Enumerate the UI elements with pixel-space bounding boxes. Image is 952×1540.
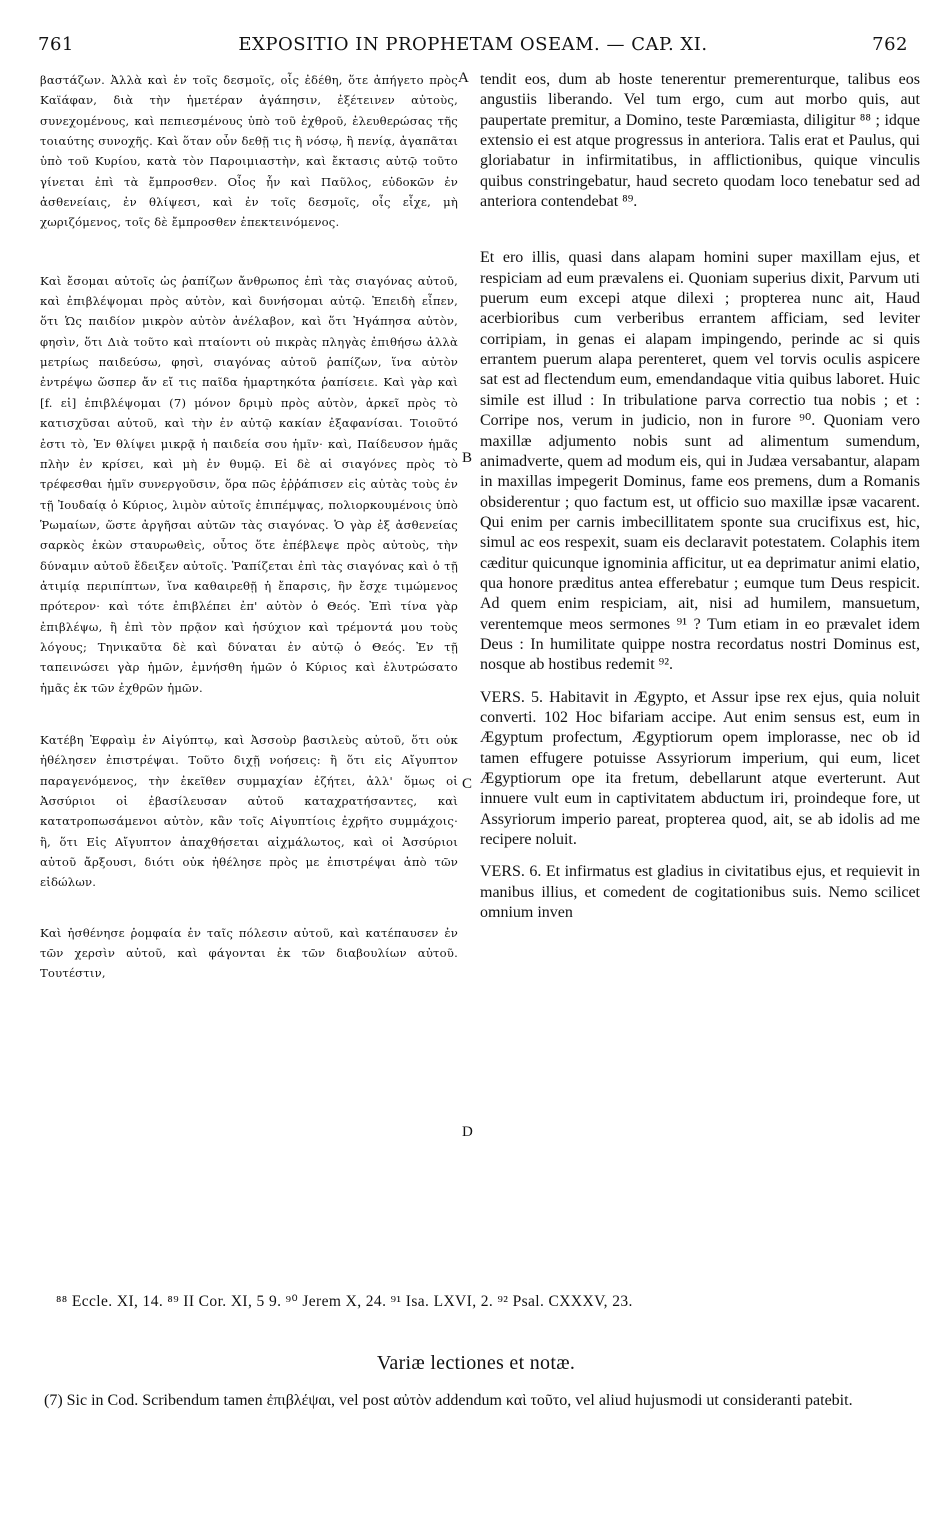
latin-paragraph-2: Et ero illis, quasi dans alapam homini super maxillam ejus, et respiciam ad eum prævalens ei. Quoniam superius dixit, Parvum uti puerum eum excepi atque dilexi ; propterea nunc ait, Haud acerbioribus cum verberibus errantem afficiam, sed leviter corripiam, in genas ei alapam impingendo, perinde ac si quis errantem puerum alapa perenteret, quem vel torvis oculis aspicere sat est ad flectendum eum, emendandaque vitia quibus laboret. Huic simile est illud : In tribulatione parva correctio tua nobis ; et : Corripe nos, verum in judicio, non in furore ⁹⁰. Quoniam vero maxillæ adjumento nobis sunt ad alimentum sumendum, animadverte, quem ad modum eis, qui in Judæa versabantur, alapam in maxillas impegerit Dominus, fame eos premens, dum a Romanis obsiderentur ; quo factum est, ut officio suo maxillæ ipsæ vacarent. Qui enim per carnis imbecillitatem sponte sua crucifixus est, hic, simul ac eos respexit, suam eis declaravit potestatem. Colaphis item cæditur quicunque ignominia afficitur, ut ea deprimatur animi elatio, qua honore præditus antea efferebatur ; eumque tum Deus respicit. Ad quem enim respiciam, ait, nisi ad humilem, mansuetum, verentemque meos sermones ⁹¹ ? Tum etiam in eo prævalet idem Deus : In humilitate quippe nostra recordatus nostri Dominus est, nosque ab hostibus redemit ⁹². [480,249,920,674]
running-title: EXPOSITIO IN PROPHETAM OSEAM. — CAP. XI. [238,34,708,55]
latin-paragraph-3: VERS. 5. Habitavit in Ægypto, et Assur ipse rex ejus, quia noluit converti. 102 Hoc bifariam accipe. Aut enim sensus est, eum in Ægyptum profectum, Ægyptiorum opem implorasse, nec ob id tamen effugere potuisse Assyriorum imperium, qui eum, licet Ægyptiorum ope ita fretum, debellarunt atque everterunt. Aut innuere vult eum in captivitatem abductum iri, proindeque fore, ut Assyriorum imperio pareat, propterea quod, ait, se ab idolis ad me recipere noluit. [480,688,920,849]
page-number-left: 761 [38,34,74,55]
margin-marker-c: C [462,776,473,792]
variant-note: (7) Sic in Cod. Scribendum tamen ἐπιβλέψαι, vel post αὐτὸν addendum καὶ τοῦτο, vel aliud hujusmodi ut consideranti patebit. [44,1392,853,1409]
paragraph-gap [40,710,458,730]
greek-paragraph-2: Καὶ ἔσομαι αὐτοῖς ὡς ῥαπίζων ἄνθρωπος ἐπὶ τὰς σιαγόνας αὐτοῦ, καὶ ἐπιβλέψομαι πρὸς αὐτὸν, καὶ δυνήσομαι αὐτῷ. Ἐπειδὴ εἶπεν, ὅτι Ὡς παιδίον μικρὸν αὐτὸν ἀνέλαβον, καὶ ὅτι Ἠγάπησα αὐτὸν, φησὶν, ὅτι Διὰ τοῦτο καὶ πταίοντι οὐ πικρὰς πληγὰς ἐπιθήσω ἀλλὰ μετρίως παιδεύσω, φησὶ, σιαγόνας αὐτοῦ ῥαπίζων, ἵνα αὐτὸν ἐντρέψω ὥσπερ ἄν εἴ τις παῖδα ἡμαρτηκότα ῥαπίσειε. Καὶ γὰρ καὶ [f. εἰ] ἐπιβλέψομαι (7) μόνον δριμὺ πρὸς αὐτὸν, ἀρκεῖ πρὸς τὸ κατισχῦσαι αὐτοῦ, καὶ τὴν ἐν αὐτῷ κακίαν ἐξαφανίσαι. Τοιοῦτό ἐστι τὸ, Ἐν θλίψει μικρᾷ ἡ παιδεία σου ἡμῖν· καὶ, Παίδευσον ἡμᾶς πλὴν ἐν κρίσει, καὶ μὴ ἐν θυμῷ. Εἰ δὲ αἱ σιαγόνες πρὸς τὸ τρέφεσθαι ἡμῖν συνεργοῦσιν, ὅρα πῶς ἐῤῥάπισεν εἰς αὐτὰς τοὺς ἐν τῇ Ἰουδαίᾳ ὁ Κύριος, λιμὸν αὐτοῖς ἐπιπέμψας, πολιορκουμένοις ὑπὸ Ῥωμαίων, ὥστε ἀργῆσαι αὐτῶν τὰς σιαγόνας. Ὁ γὰρ ἐξ ἀσθενείας σαρκὸς ἑκὼν σταυρωθεὶς, οὗτος ὅτε ἐπέβλεψε πρὸς αὐτοὺς, τὴν δύναμιν αὐτοῦ ἔδειξεν αὐτοῖς. Ῥαπίζεται ἐπὶ τὰς σιαγόνας καὶ ὁ τῇ ἀτιμίᾳ περιπίπτων, ἵνα καθαιρεθῇ ἡ ἔπαρσις, ἣν ἔσχε τιμώμενος πρότερον· καὶ τότε ἐπιβλέπει ἐπ' αὐτὸν ὁ Θεός. Ἐπὶ τίνα γὰρ ἐπιβλέψω, ἢ ἐπὶ τὸν πρᾷον καὶ ἡσύχιον καὶ τρέμοντά μου τοὺς λόγους; Τηνικαῦτα δὲ καὶ δύναται ἐν αὐτῷ ὁ Θεός. Ἐν τῇ ταπεινώσει γὰρ ἡμῶν, ἐμνήσθη ἡμῶν ὁ Κύριος καὶ ἐλυτρώσατο ἡμᾶς ἐκ τῶν ἐχθρῶν ἡμῶν. [40,273,458,695]
greek-paragraph-4: Καὶ ἠσθένησε ῥομφαία ἐν ταῖς πόλεσιν αὐτοῦ, καὶ κατέπαυσεν ἐν τῶν χερσὶν αὐτοῦ, καὶ φάγονται ἐκ τῶν διαβουλίων αὐτοῦ. Τουτέστιν, [40,925,458,981]
page-header [38,34,908,58]
margin-marker-b: B [462,450,473,466]
margin-marker-a: A [458,70,469,86]
variants-heading: Variæ lectiones et notæ. [376,1352,576,1374]
latin-paragraph-4: VERS. 6. Et infirmatus est gladius in civitatibus ejus, et requievit in manibus illius, et comedent de cogitationibus suis. Nemo scilicet omnium inven [480,863,920,922]
greek-paragraph-3: Κατέβη Ἐφραὶμ ἐν Αἰγύπτῳ, καὶ Ἀσσοὺρ βασιλεὺς αὐτοῦ, ὅτι οὐκ ἠθέλησεν ἐπιστρέψαι. Τοῦτο διχῇ νοήσεις: ἢ ὅτι εἰς Αἴγυπτον παραγενόμενος, τὴν ἐκεῖθεν συμμαχίαν ἐζήτει, ἀλλ' ὅμως οἱ Ἀσσύριοι οἱ ἐβασίλευσαν αὐτοῦ καταχρατήσαντες, καὶ κατατροπωσάμενοι αὐτὸν, κἂν τοῖς Αἰγυπτίοις ἐχρῆτο συμμάχοις· ἢ, ὅτι Εἰς Αἴγυπτον ἀπαχθήσεται αἰχμάλωτος, καὶ οἱ Ἀσσύριοι αὐτοῦ ἄρξουσι, διότι οὐκ ἠθέλησε πρὸς με ἐπιστρέψαι ἀπὸ τῶν εἰδώλων. [40,732,458,890]
paragraph-gap [40,245,458,271]
greek-paragraph-1: βαστάζων. Ἀλλὰ καὶ ἐν τοῖς δεσμοῖς, οἷς ἐδέθη, ὅτε ἀπήγετο πρὸς Καϊάφαν, διὰ τὴν ἡμετέραν ἀγάπησιν, ἐξέτεινεν αὐτοὺς, συνεχομένους, καὶ πεπιεσμένους ὑπὸ τοῦ ἐχθροῦ, ἐλευθερώσας τῆς τοιαύτης συνοχῆς. Καὶ ὅταν οὖν δεθῇ τις ἢ νόσῳ, ἢ πενίᾳ, ἀγαπᾶται ὑπὸ τοῦ Κυρίου, κατὰ τὸν Παροιμιαστὴν, καὶ ἔκτασις αὐτῷ τοῦτο γίνεται ἐπὶ τὰ ἔμπροσθεν. Οἷος ἦν καὶ Παῦλος, εὐδοκῶν ἐν ἀσθενείαις, ἐν θλίψεσι, καὶ ἐν τοῖς δεσμοῖς, οἷς εἶχε, μὴ χωριζόμενος, τοῖς δὲ ἔμπροσθεν ἐπεκτεινόμενος. [40,73,458,230]
latin-column [480,70,920,935]
page-number-right: 762 [872,34,908,55]
footnotes: ⁸⁸ Eccle. XI, 14. ⁸⁹ II Cor. XI, 5 9. ⁹⁰ Jerem X, 24. ⁹¹ Isa. LXVI, 2. ⁹² Psal. CXXXV, 23. [56,1293,633,1310]
greek-column [40,70,458,996]
margin-marker-d: D [462,1124,473,1140]
paragraph-gap [40,905,458,923]
latin-paragraph-1: tendit eos, dum ab hoste tenerentur premerenturque, talibus eos angustiis liberando. Vel tum ergo, cum aut morbo quis, aut paupertate premitur, a Domino, teste Parœmiasta, diligitur ⁸⁸ ; idque extensio ei est atque progressus in anteriora. Talis erat et Paulus, qui gloriabatur in infirmitatibus, in afflictionibus, quique vinculis quibus constringebatur, haud secreto quodam loco tenebatur sed ad anteriora contendebat ⁸⁹. [480,71,920,211]
paragraph-gap [480,224,920,248]
